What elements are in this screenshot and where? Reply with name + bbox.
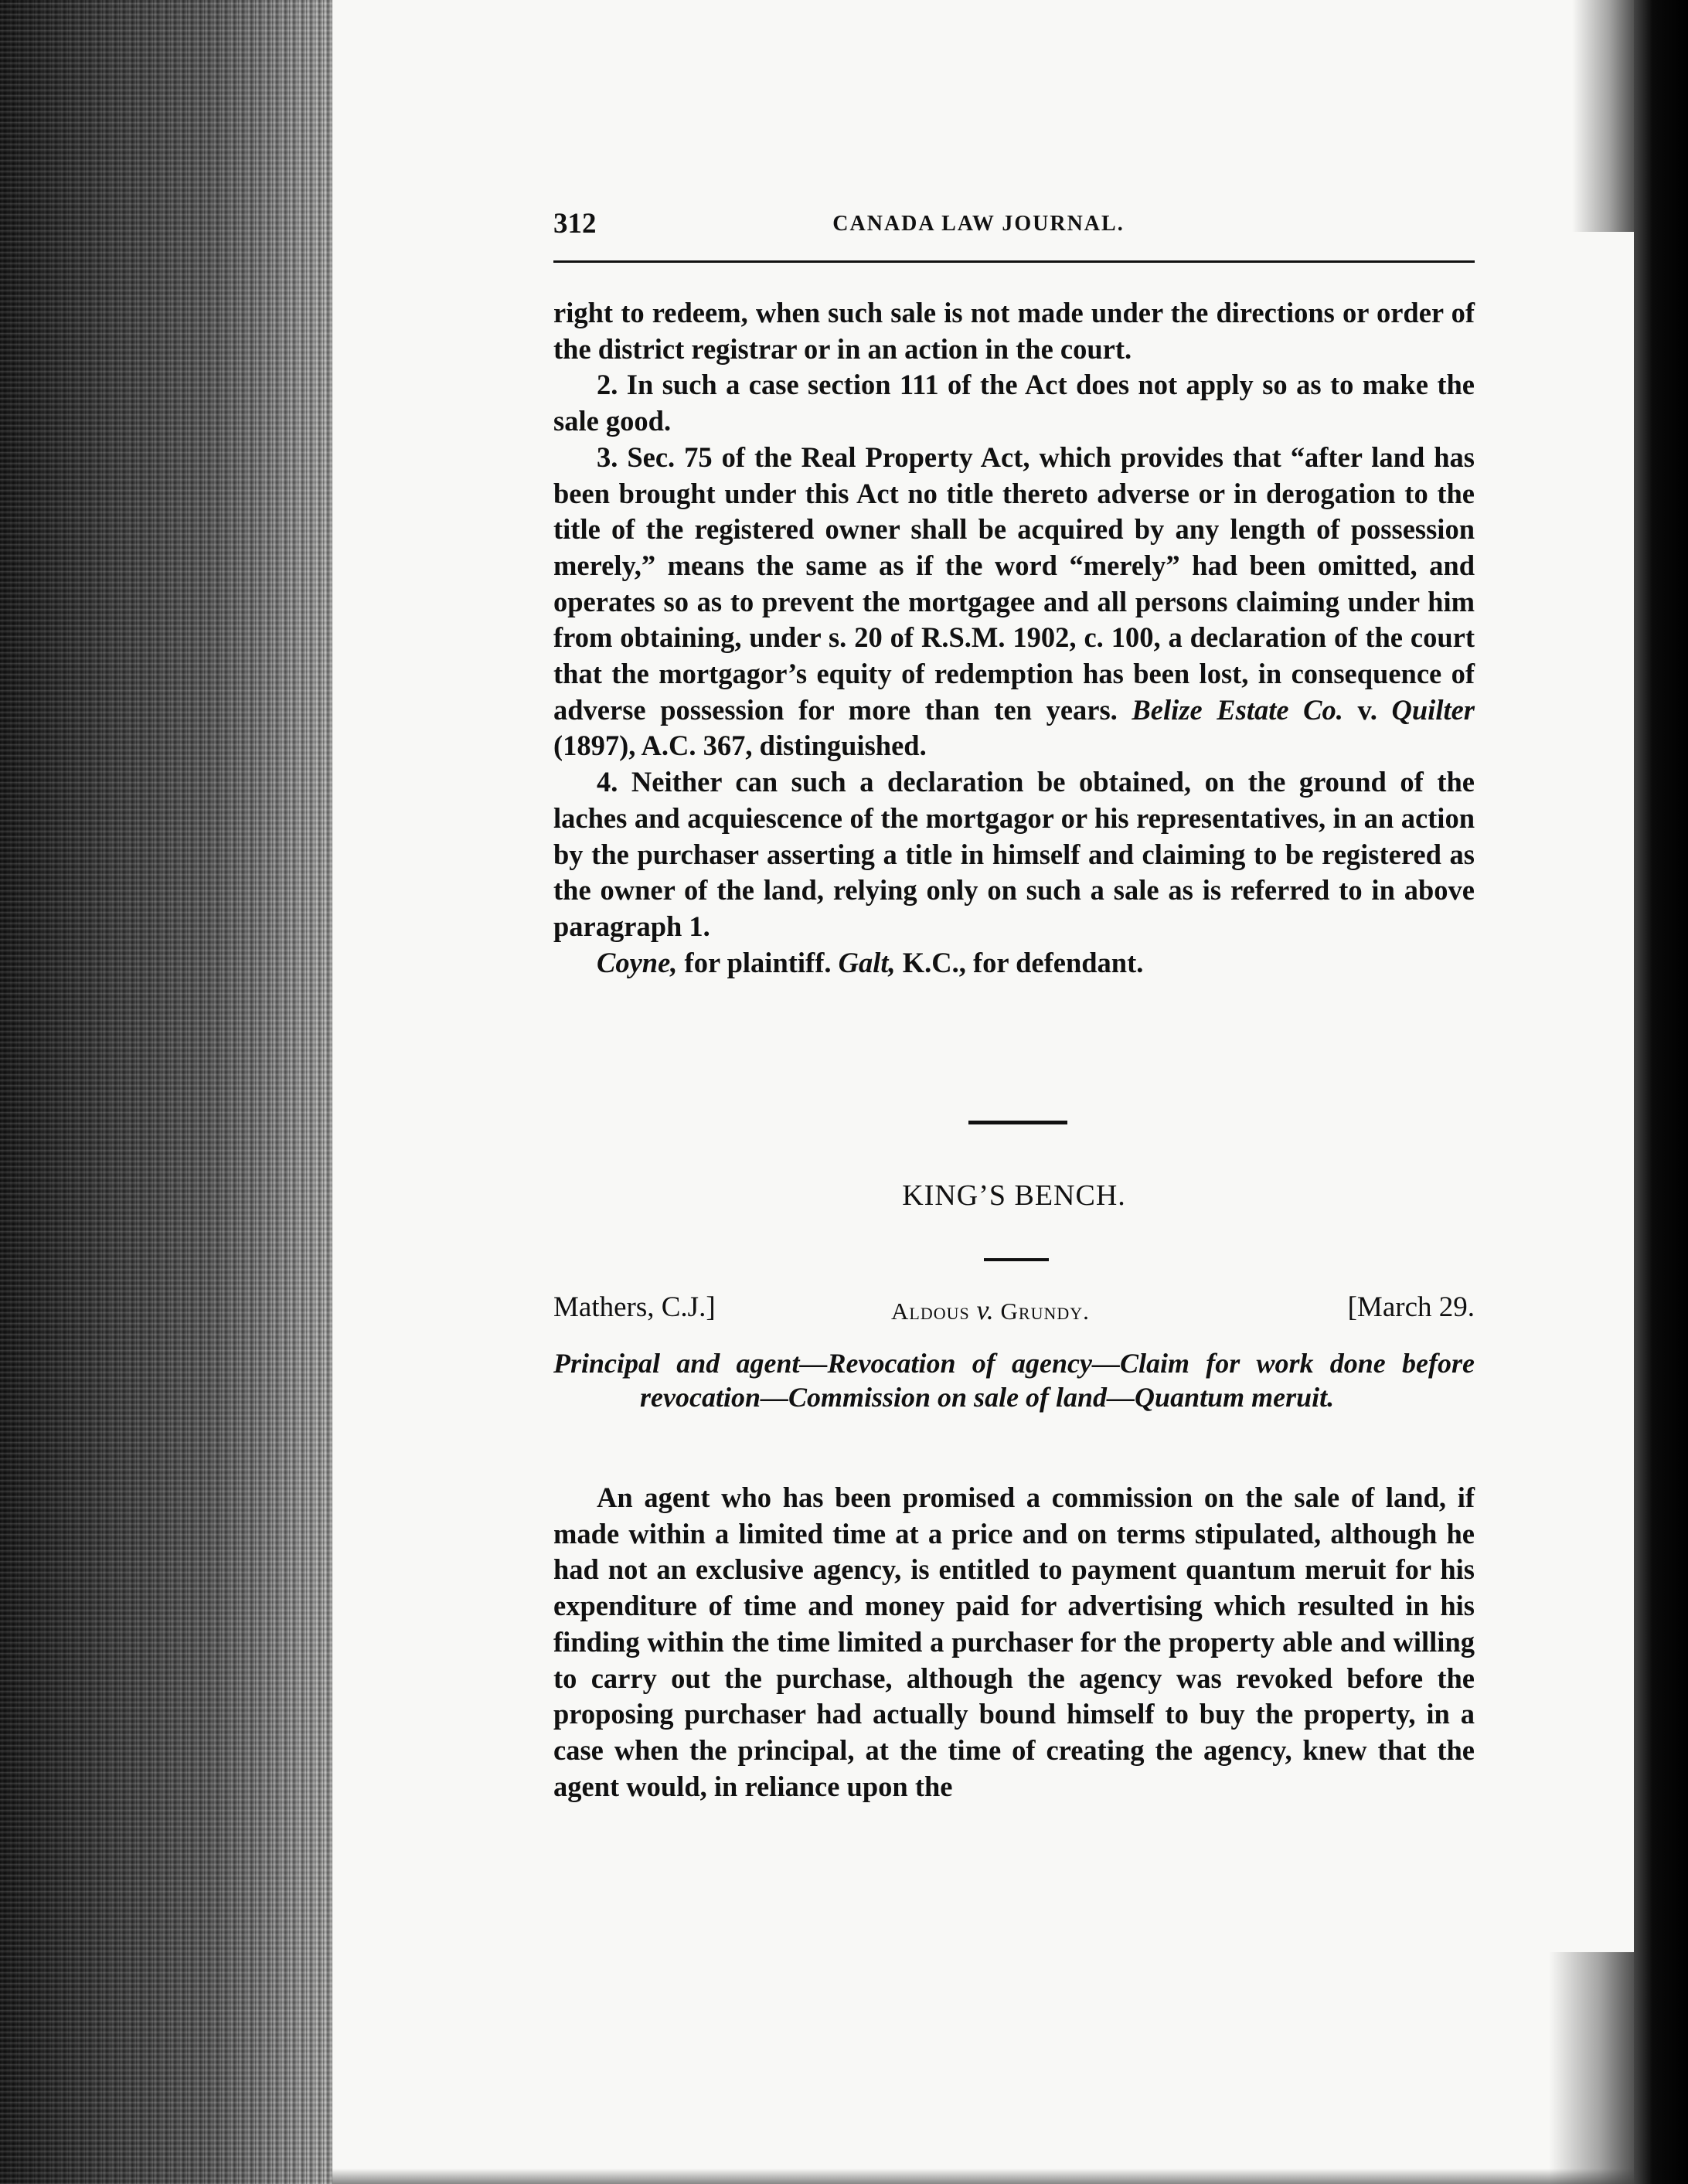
case-name [891,1294,1090,1326]
case-party-a: Aldous [891,1298,970,1325]
counsel-line [553,945,1475,981]
holding-2: 2. In such a case section 111 of the Act does not apply so as to make the sale good. [553,369,1475,437]
case-v: v. [976,1294,994,1325]
section-heading: KING’S BENCH. [902,1179,1126,1212]
page-number: 312 [553,208,597,240]
plaintiff-counsel-role: for plaintiff. [684,946,832,978]
section-divider-rule [968,1121,1067,1124]
page-header [553,207,1475,238]
holding-3-text: 3. Sec. 75 of the Real Property Act, which provides that “after land has been brought under this Act no title thereto adverse or in derogation to the title of the registered owner shall be acquired by any length of possession merely,” means the same as if the word “merely” had been omitted, and operates so as to prevent the mortgagee and all persons claiming under him from obtaining, under s. 20 of R.S.M. 1902, c. 100, a declaration of the court that the mortgagor’s equity of redemption has been lost, in consequence of adverse possession for more than ten years. [553,441,1475,726]
cited-case-citation: (1897), A.C. 367, distinguished. [553,730,927,762]
scan-gutter-left-texture [0,0,332,2184]
defendant-counsel-name: Galt, [838,946,896,978]
cited-case-party-a: Belize Estate Co. [1132,693,1343,726]
header-rule [553,260,1475,263]
case-summary: An agent who has been promised a commission on the sale of land, if made within a limited time at a price and on terms stipulated, although he had not an exclusive agency, is entitled to payment quantum meruit for his expenditure of time and money paid for advertising which resulted in his finding within the time limited a purchaser for the property able and willing to carry out the purchase, although the agency was revoked before the proposing purchaser had actually bound himself to buy the property, in a case when the principal, at the time of creating the agency, knew that the agent would, in reliance upon the [553,1482,1475,1802]
cited-case-v: v. [1357,693,1377,726]
defendant-counsel-role: K.C., for defendant. [902,946,1144,978]
case-date: [March 29. [1347,1291,1475,1323]
case-caption [553,1291,1475,1328]
running-head: CANADA LAW JOURNAL. [832,212,1125,236]
case-judge: Mathers, C.J.] [553,1291,716,1323]
scan-bottom-edge [332,2169,1634,2184]
scan-edge-shadow-top-right [1572,0,1634,232]
cited-case-party-b: Quilter [1391,693,1475,726]
case-party-b: Grundy. [1000,1298,1090,1325]
scan-edge-shadow-bottom-right [1549,1952,1634,2184]
case-headnote: Principal and agent—Revocation of agency—Claim for work done before revocation—Commission on sale of land—Quantum meruit. [553,1348,1475,1413]
plaintiff-counsel-name: Coyne, [597,946,678,978]
holding-3 [553,440,1475,764]
holding-1-continued: right to redeem, when such sale is not made under the directions or order of the district registrar or in an action in the court. [553,297,1475,365]
scan-gutter-right [1634,0,1688,2184]
holdings-text [553,295,1475,981]
holding-4: 4. Neither can such a declaration be obtained, on the ground of the laches and acquiescence of the mortgagor or his representatives, in an action by the purchaser asserting a title in himself and claiming to be registered as the owner of the land, relying only on such a sale as is referred to in above paragraph 1. [553,766,1475,942]
heading-divider-rule [984,1258,1049,1261]
